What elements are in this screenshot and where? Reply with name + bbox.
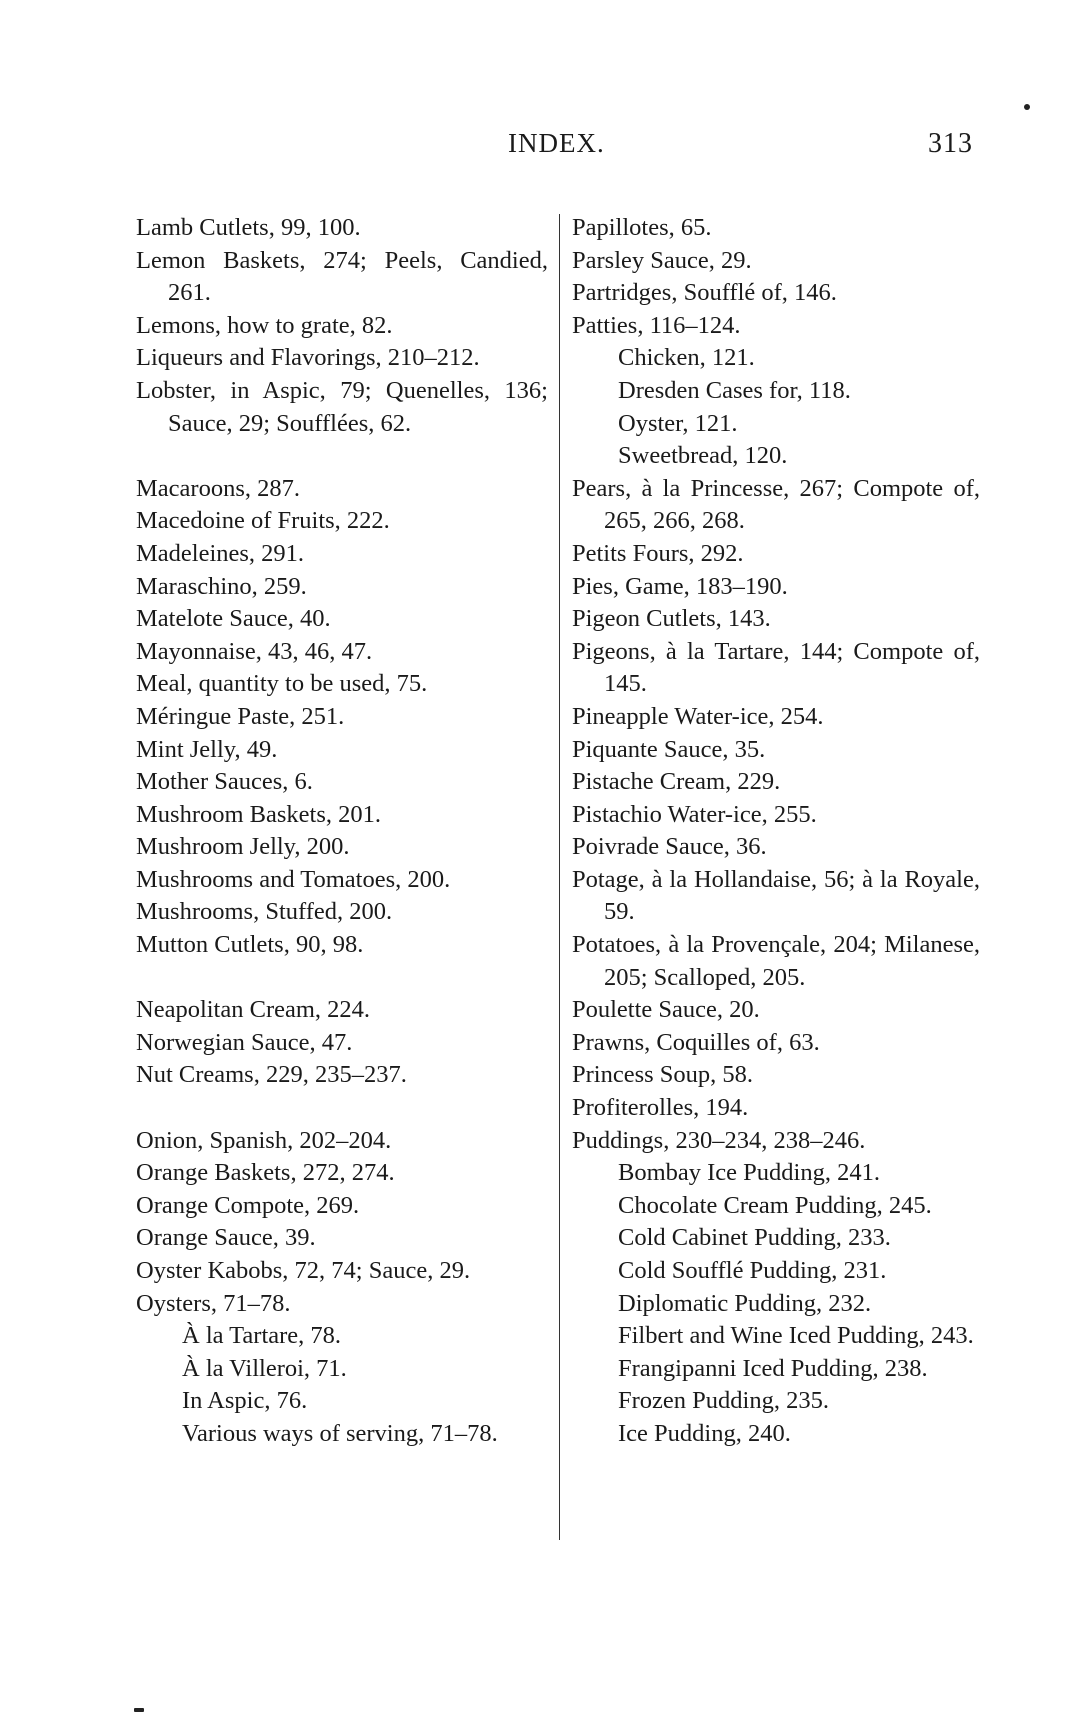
column-divider	[559, 214, 560, 1540]
index-entry: Parsley Sauce, 29.	[572, 246, 752, 274]
index-entry: Macedoine of Fruits, 222.	[136, 507, 390, 535]
index-entry: Onion, Spanish, 202–204.	[136, 1126, 392, 1154]
index-entry: Lemon Baskets, 274; Peels, Candied, 261.	[136, 246, 548, 307]
index-entry: Norwegian Sauce, 47.	[136, 1028, 353, 1056]
index-entry: Potatoes, à la Provençale, 204; Milanese, 205; Scalloped, 205.	[572, 931, 980, 991]
index-entry: Pistachio Water-ice, 255.	[572, 800, 817, 828]
index-entry: Nut Creams, 229, 235–237.	[136, 1061, 407, 1089]
index-entry: Poulette Sauce, 20.	[572, 996, 760, 1024]
index-subentry: Cold Soufflé Pudding, 231.	[618, 1257, 887, 1284]
index-entry: Orange Sauce, 39.	[136, 1224, 316, 1252]
index-entry: Prawns, Coquilles of, 63.	[572, 1028, 820, 1056]
index-subentry: Chicken, 121.	[618, 344, 755, 372]
index-entry: Mushroom Jelly, 200.	[136, 833, 350, 861]
index-entry: Pies, Game, 183–190.	[572, 572, 788, 600]
running-title: INDEX.	[508, 128, 605, 158]
index-entry: Lemons, how to grate, 82.	[136, 311, 393, 339]
index-subentry: Cold Cabinet Pudding, 233.	[618, 1224, 891, 1252]
index-subentry: À la Tartare, 78.	[182, 1322, 342, 1350]
index-subentry: Dresden Cases for, 118.	[618, 376, 851, 404]
index-subentry: Ice Pudding, 240.	[618, 1419, 791, 1447]
index-entry: Méringue Paste, 251.	[136, 702, 345, 730]
index-subentry: Frangipanni Iced Pudding, 238.	[618, 1354, 928, 1382]
index-subentry: Diplomatic Pudding, 232.	[618, 1289, 872, 1317]
index-entry: Mushroom Baskets, 201.	[136, 800, 381, 828]
print-speck	[134, 1708, 144, 1712]
index-subentry: Chocolate Cream Pudding, 245.	[618, 1191, 932, 1219]
index-entry: Mint Jelly, 49.	[136, 735, 278, 763]
index-entry: Macaroons, 287.	[136, 474, 300, 502]
index-subentry: Filbert and Wine Iced Pudding, 243.	[618, 1322, 974, 1350]
index-entry: Potage, à la Hollandaise, 56; à la Royale, 59.	[572, 865, 980, 926]
index-entry: Papillotes, 65.	[572, 214, 712, 241]
index-subentry: Various ways of serving, 71–78.	[182, 1419, 498, 1447]
index-entry: Mayonnaise, 43, 46, 47.	[136, 637, 373, 665]
index-entry: Liqueurs and Flavorings, 210–212.	[136, 344, 480, 372]
index-column-left	[136, 212, 548, 1451]
index-entry: Pigeon Cutlets, 143.	[572, 605, 771, 633]
index-subentry: Sweetbread, 120.	[618, 442, 788, 470]
index-entry: Orange Compote, 269.	[136, 1191, 360, 1219]
index-subentry: Frozen Pudding, 235.	[618, 1387, 829, 1415]
index-entry: Madeleines, 291.	[136, 539, 305, 567]
index-entry: Mushrooms and Tomatoes, 200.	[136, 865, 451, 893]
index-entry: Pistache Cream, 229.	[572, 768, 781, 796]
index-subentry: À la Villeroi, 71.	[182, 1354, 347, 1382]
page-number: 313	[928, 128, 973, 159]
index-entry: Oyster Kabobs, 72, 74; Sauce, 29.	[136, 1257, 471, 1284]
index-entry: Maraschino, 259.	[136, 572, 307, 600]
index-entry: Partridges, Soufflé of, 146.	[572, 279, 837, 307]
index-entry: Orange Baskets, 272, 274.	[136, 1159, 395, 1187]
page-header	[0, 128, 1086, 168]
index-entry: Mother Sauces, 6.	[136, 768, 313, 796]
index-entry: Pears, à la Princesse, 267; Compote of, 265, 266, 268.	[572, 474, 980, 535]
index-column-right	[572, 212, 980, 1451]
section-gap	[136, 1092, 548, 1125]
index-entry: Neapolitan Cream, 224.	[136, 996, 371, 1024]
section-gap	[136, 962, 548, 995]
index-entry: Matelote Sauce, 40.	[136, 605, 331, 633]
index-entry: Poivrade Sauce, 36.	[572, 833, 767, 861]
index-entry: Princess Soup, 58.	[572, 1061, 754, 1089]
index-entry: Oysters, 71–78.	[136, 1289, 291, 1317]
index-entry: Lamb Cutlets, 99, 100.	[136, 214, 361, 241]
index-subentry: Oyster, 121.	[618, 409, 738, 437]
index-entry: Mushrooms, Stuffed, 200.	[136, 898, 393, 926]
index-entry: Meal, quantity to be used, 75.	[136, 670, 428, 698]
index-entry: Profiterolles, 194.	[572, 1094, 749, 1122]
index-entry: Pineapple Water-ice, 254.	[572, 702, 824, 730]
index-entry: Pigeons, à la Tartare, 144; Compote of, 145.	[572, 637, 980, 698]
index-subentry: In Aspic, 76.	[182, 1387, 308, 1415]
index-entry: Puddings, 230–234, 238–246.	[572, 1126, 866, 1154]
index-entry: Lobster, in Aspic, 79; Quenelles, 136; Sauce, 29; Soufflées, 62.	[136, 376, 548, 437]
index-entry: Piquante Sauce, 35.	[572, 735, 766, 763]
index-entry: Mutton Cutlets, 90, 98.	[136, 931, 364, 959]
section-gap	[136, 440, 548, 473]
index-entry: Patties, 116–124.	[572, 311, 741, 339]
index-entry: Petits Fours, 292.	[572, 539, 744, 567]
index-subentry: Bombay Ice Pudding, 241.	[618, 1159, 880, 1187]
print-speck	[1024, 104, 1030, 110]
